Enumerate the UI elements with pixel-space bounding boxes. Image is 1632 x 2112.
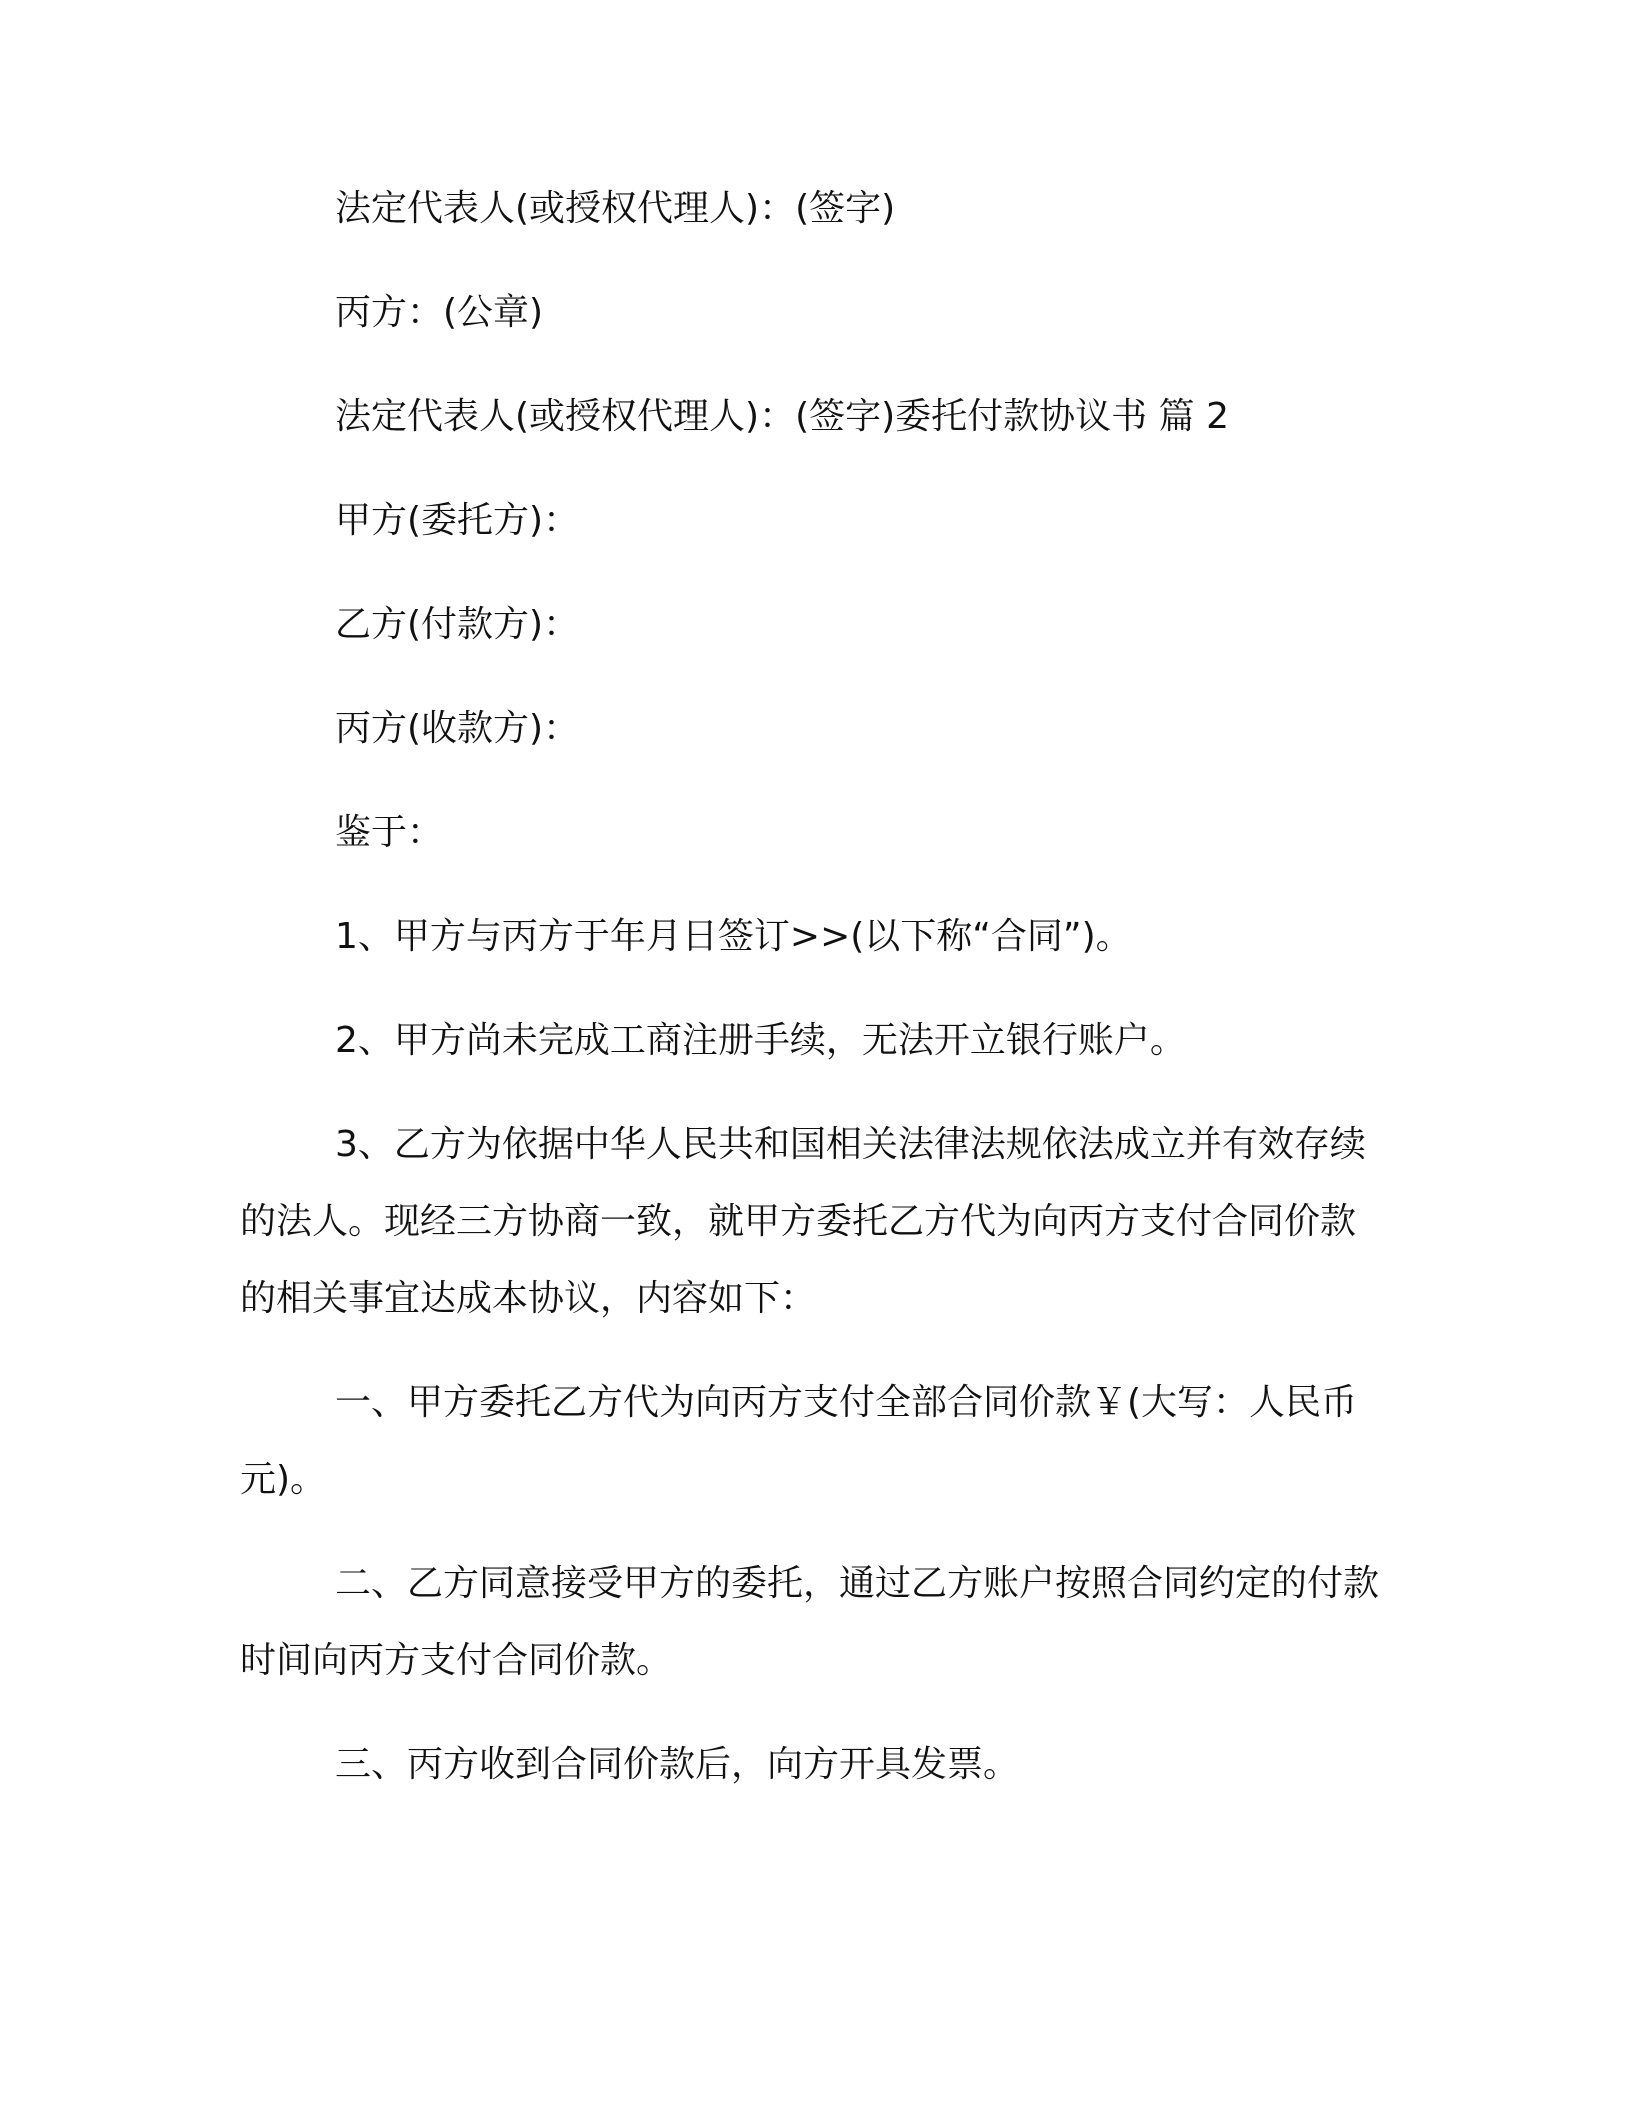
paragraph-party-c-seal: 丙方：(公章) — [335, 292, 544, 333]
paragraph-whereas: 鉴于： — [335, 812, 444, 853]
paragraph-clause-3: 三、丙方收到合同价款后，向方开具发票。 — [335, 1744, 1020, 1785]
paragraph-signature-2-title: 法定代表人(或授权代理人)：(签字)委托付款协议书 篇 2 — [335, 396, 1229, 437]
paragraph-clause-1: 一、甲方委托乙方代为向丙方支付全部合同价款￥(大写：人民币元)。 — [240, 1382, 1358, 1500]
paragraph-recital-2: 2、甲方尚未完成工商注册手续，无法开立银行账户。 — [335, 1020, 1186, 1061]
paragraph-recital-3: 3、乙方为依据中华人民共和国相关法律法规依法成立并有效存续的法人。现经三方协商一致，就甲方委托乙方代为向丙方支付合同价款的相关事宜达成本协议，内容如下： — [240, 1124, 1366, 1319]
paragraph-party-b: 乙方(付款方)： — [335, 604, 580, 645]
paragraph-party-a: 甲方(委托方)： — [335, 500, 580, 541]
paragraph-signature-1: 法定代表人(或授权代理人)：(签字) — [335, 188, 896, 229]
paragraph-clause-2: 二、乙方同意接受甲方的委托，通过乙方账户按照合同约定的付款时间向丙方支付合同价款。 — [240, 1563, 1380, 1681]
document-body — [240, 170, 1380, 1830]
paragraph-recital-1: 1、甲方与丙方于年月日签订>>(以下称“合同”)。 — [335, 916, 1132, 957]
paragraph-party-c: 丙方(收款方)： — [335, 708, 580, 749]
